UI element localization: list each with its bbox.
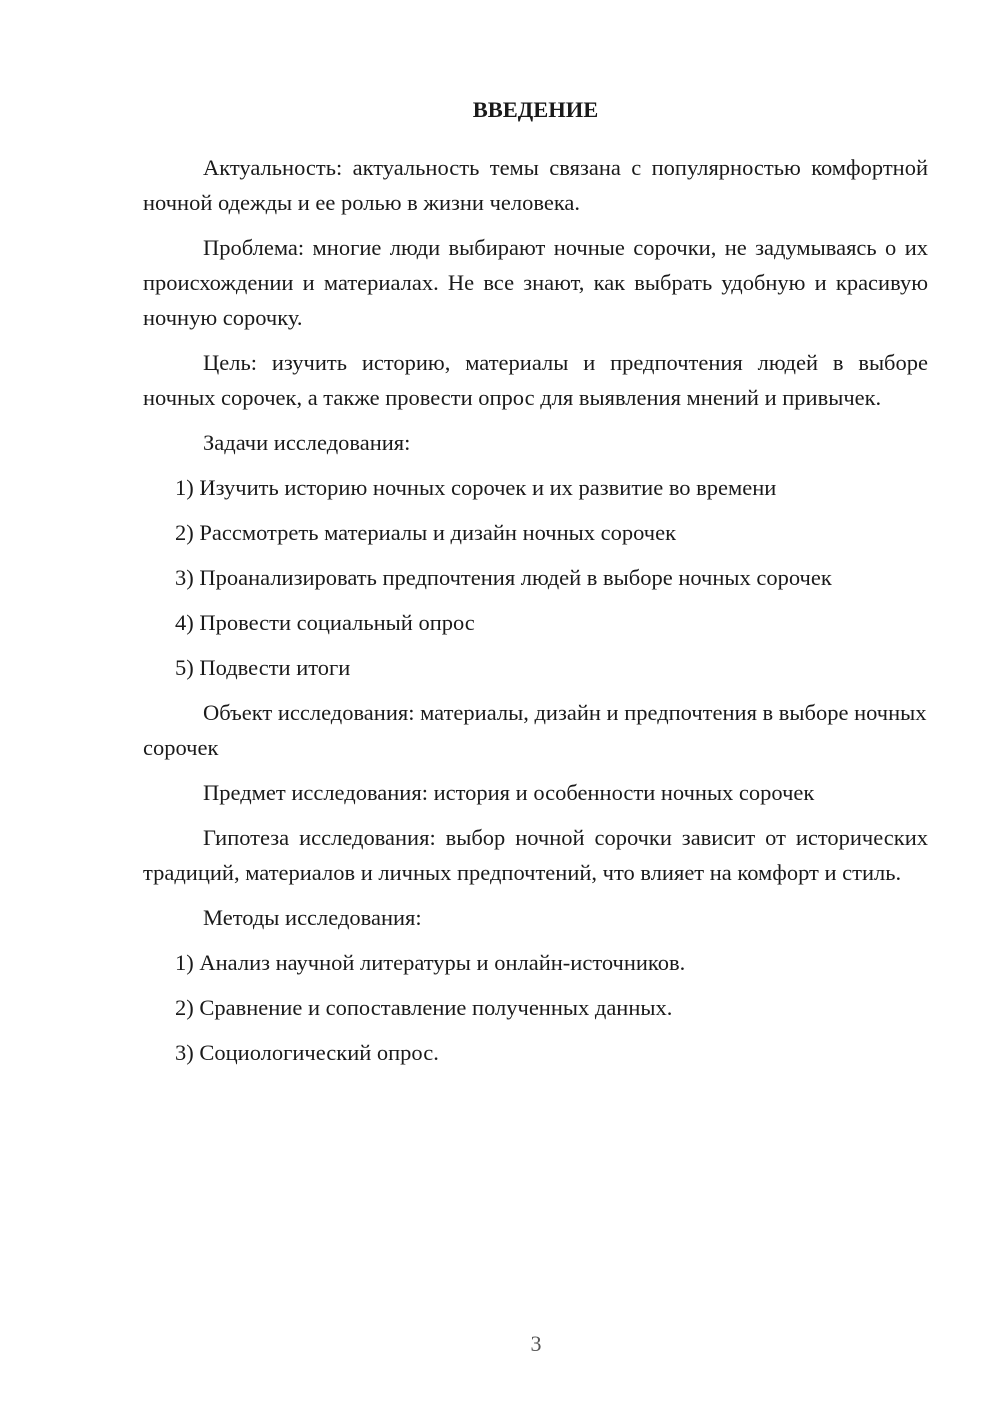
tasks-heading: Задачи исследования:: [203, 430, 411, 455]
list-item: 5) Подвести итоги: [175, 655, 351, 680]
methods-heading: Методы исследования:: [203, 905, 422, 930]
list-item: 2) Рассмотреть материалы и дизайн ночных сорочек: [175, 520, 677, 545]
object-paragraph: Объект исследования: материалы, дизайн и предпочтения в выборе ночных сорочек: [143, 700, 927, 760]
list-item: 1) Изучить историю ночных сорочек и их развитие во времени: [175, 475, 777, 500]
list-item: 2) Сравнение и сопоставление полученных данных.: [175, 995, 673, 1020]
document-page: [143, 92, 928, 1080]
problem-paragraph: Проблема: многие люди выбирают ночные сорочки, не задумываясь о их происхождении и материалах. Не все знают, как выбрать удобную и красивую ночную сорочку.: [143, 235, 928, 330]
list-item: 1) Анализ научной литературы и онлайн-источников.: [175, 950, 686, 975]
relevance-paragraph: Актуальность: актуальность темы связана с популярностью комфортной ночной одежды и ее ролью в жизни человека.: [143, 155, 928, 215]
subject-paragraph: Предмет исследования: история и особенности ночных сорочек: [203, 780, 815, 805]
list-item: 3) Проанализировать предпочтения людей в выборе ночных сорочек: [175, 565, 832, 590]
tasks-list: [143, 470, 928, 685]
page-number: 3: [530, 1331, 542, 1356]
section-title: ВВЕДЕНИЕ: [472, 97, 599, 122]
hypothesis-paragraph: Гипотеза исследования: выбор ночной сорочки зависит от исторических традиций, материалов и личных предпочтений, что влияет на комфорт и стиль.: [143, 825, 928, 885]
methods-list: [143, 945, 928, 1070]
goal-paragraph: Цель: изучить историю, материалы и предпочтения людей в выборе ночных сорочек, а также провести опрос для выявления мнений и привычек.: [143, 350, 928, 410]
list-item: 4) Провести социальный опрос: [175, 610, 475, 635]
list-item: 3) Социологический опрос.: [175, 1040, 439, 1065]
